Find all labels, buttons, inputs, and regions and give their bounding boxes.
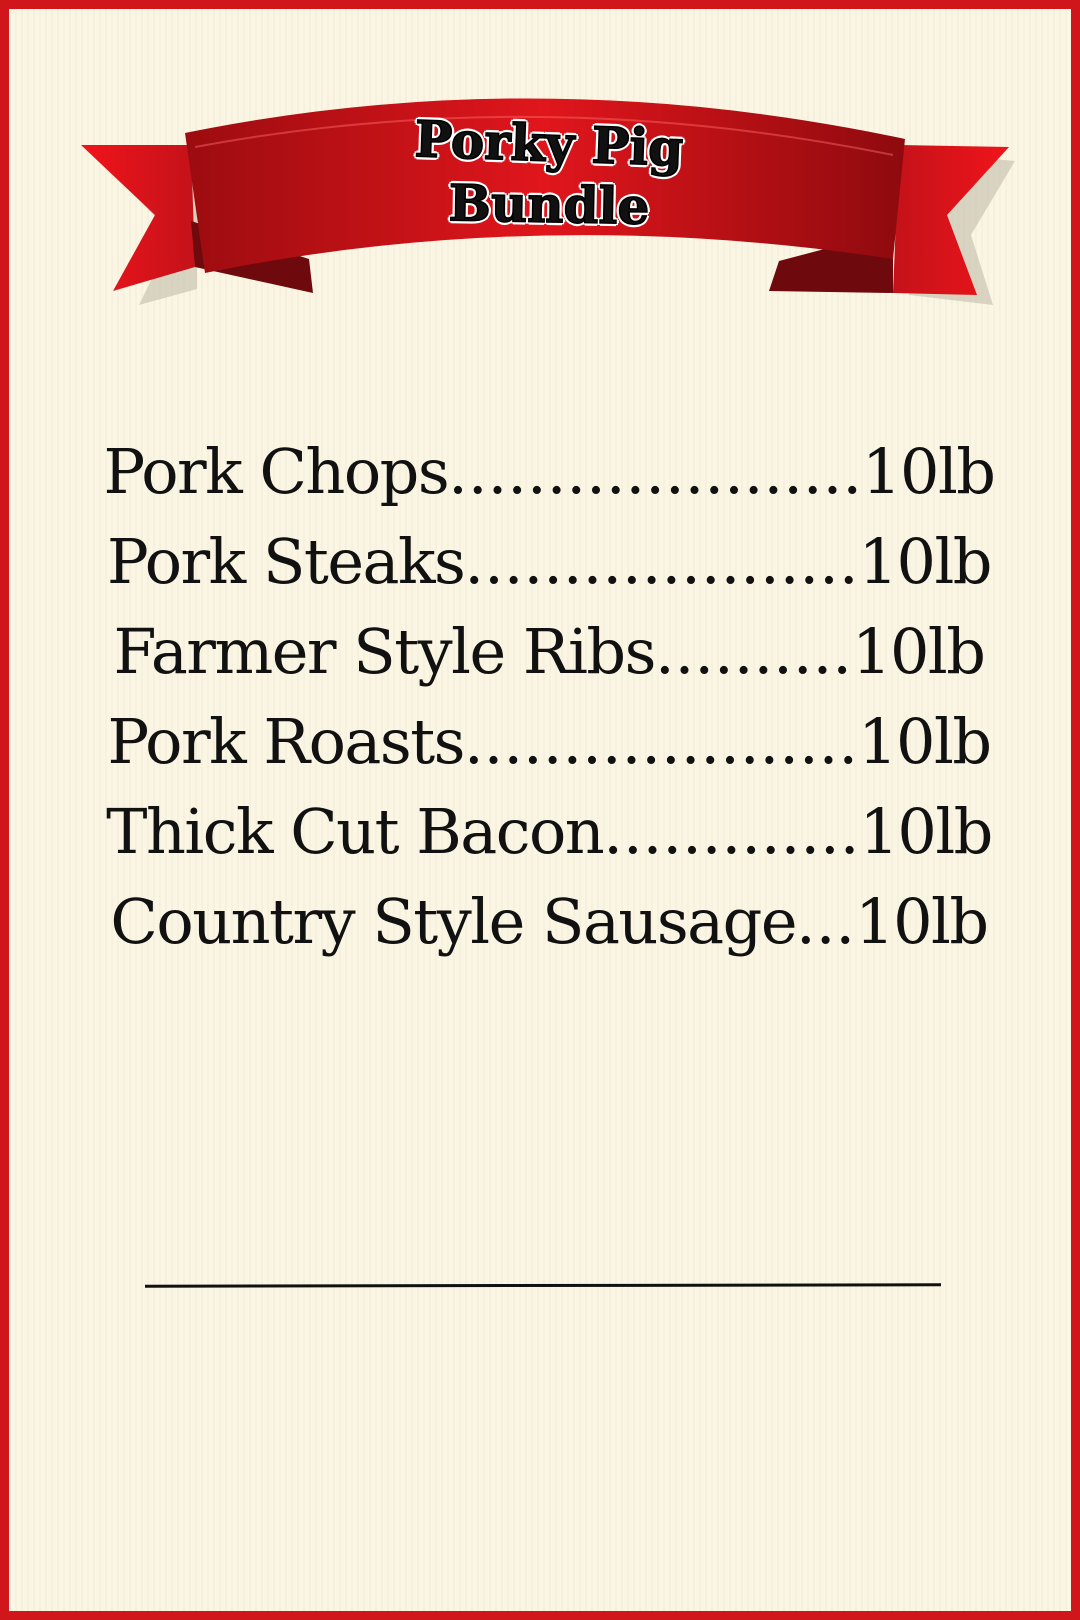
list-item	[49, 607, 1049, 697]
dot-leader: ....................	[464, 525, 859, 598]
item-amount: 10lb	[858, 705, 991, 778]
dot-leader: .............	[603, 795, 860, 868]
item-amount: 10lb	[862, 435, 995, 508]
banner-title-line-2: Bundle	[448, 173, 650, 236]
list-item	[49, 517, 1049, 607]
list-item	[49, 787, 1049, 877]
list-item	[49, 427, 1049, 517]
item-amount: 10lb	[858, 525, 991, 598]
title-banner	[9, 9, 1080, 329]
item-amount: 10lb	[855, 885, 988, 958]
item-name: Pork Roasts	[107, 705, 464, 778]
banner-title-line-1: Porky Pig	[413, 109, 685, 178]
signature-line	[145, 1283, 941, 1287]
list-item	[49, 877, 1049, 967]
item-name: Farmer Style Ribs	[113, 615, 655, 688]
item-name: Pork Chops	[103, 435, 449, 508]
list-item	[49, 697, 1049, 787]
dot-leader: ..........	[654, 615, 853, 688]
item-name: Country Style Sausage	[110, 885, 797, 958]
dot-leader: ....................	[463, 705, 859, 778]
bundle-item-list	[49, 427, 1049, 967]
item-name: Thick Cut Bacon	[106, 795, 604, 868]
item-amount: 10lb	[852, 615, 985, 688]
item-name: Pork Steaks	[107, 525, 465, 598]
item-amount: 10lb	[859, 795, 992, 868]
dot-leader: .....................	[448, 435, 863, 508]
dot-leader: ...	[796, 885, 856, 958]
